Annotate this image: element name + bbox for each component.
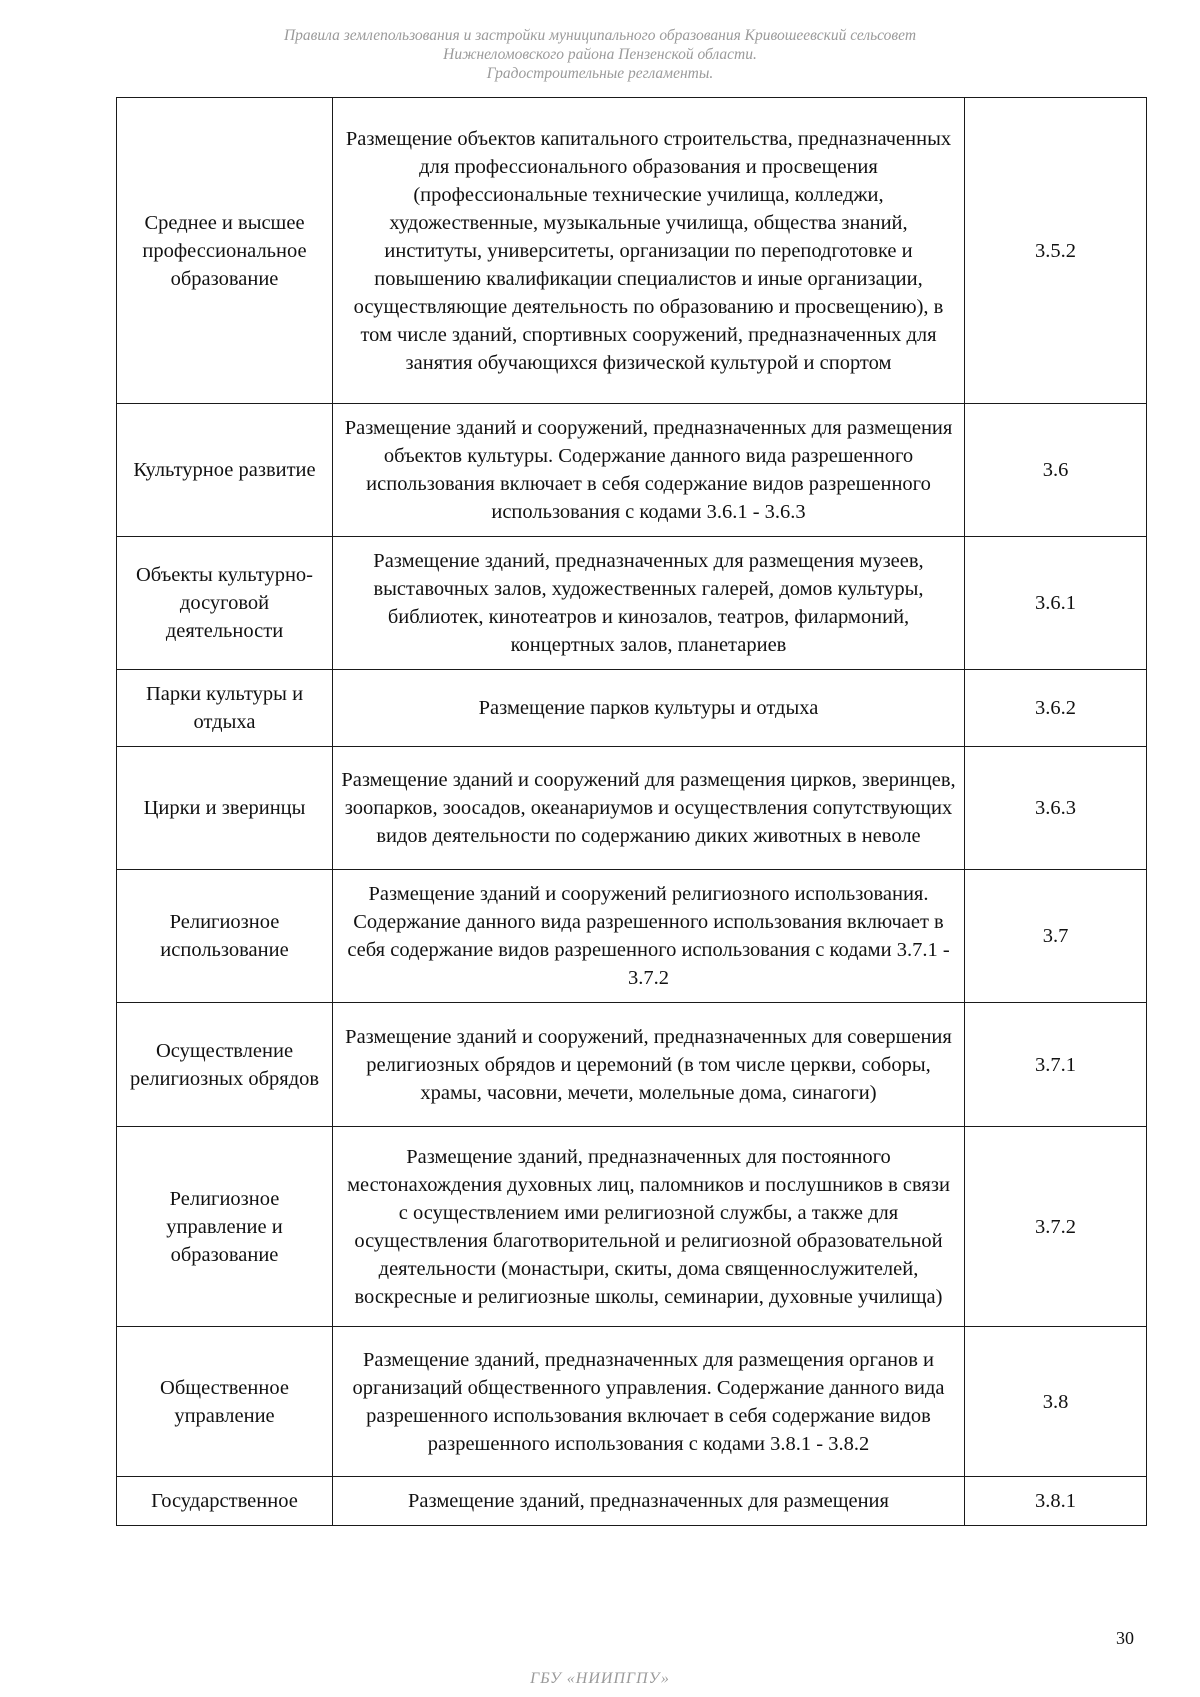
regulations-table (116, 97, 1147, 1526)
table-row (117, 404, 1147, 537)
use-type-description: Размещение зданий и сооружений для размещения цирков, зверинцев, зоопарков, зоосадов, океанариумов и осуществления сопутствующих видов деятельности по содержанию диких животных в неволе (333, 747, 965, 870)
use-type-description: Размещение зданий, предназначенных для размещения музеев, выставочных залов, художественных галерей, домов культуры, библиотек, кинотеатров и кинозалов, театров, филармоний, концертных залов, планетариев (333, 537, 965, 670)
use-type-name: Государственное (117, 1477, 333, 1526)
table-row (117, 537, 1147, 670)
header-line-3: Градостроительные регламенты. (486, 65, 714, 82)
use-type-name: Среднее и высшее профессиональное образование (117, 98, 333, 404)
use-type-code: 3.7 (965, 870, 1147, 1003)
use-type-code: 3.5.2 (965, 98, 1147, 404)
page-header (0, 26, 1200, 83)
header-line-1: Правила землепользования и застройки муниципального образования Кривошеевский сельсовет (283, 27, 917, 44)
table-row (117, 870, 1147, 1003)
use-type-code: 3.6.2 (965, 670, 1147, 747)
use-type-name: Религиозное использование (117, 870, 333, 1003)
use-type-name: Осуществление религиозных обрядов (117, 1003, 333, 1127)
table-row (117, 1127, 1147, 1327)
use-type-description: Размещение зданий, предназначенных для постоянного местонахождения духовных лиц, паломников и послушников в связи с осуществлением ими религиозной службы, а также для осуществления благотворительной и религиозной образовательной деятельности (монастыри, скиты, дома священнослужителей, воскресные и религиозные школы, семинарии, духовные училища) (333, 1127, 965, 1327)
table-row (117, 1477, 1147, 1526)
use-type-name: Общественное управление (117, 1327, 333, 1477)
table-row (117, 670, 1147, 747)
use-type-code: 3.6.1 (965, 537, 1147, 670)
page-footer: ГБУ «НИИПГПУ» (530, 1670, 670, 1687)
use-type-code: 3.7.1 (965, 1003, 1147, 1127)
use-type-name: Объекты культурно-досуговой деятельности (117, 537, 333, 670)
use-type-code: 3.6 (965, 404, 1147, 537)
use-type-description: Размещение зданий и сооружений религиозного использования. Содержание данного вида разрешенного использования включает в себя содержание видов разрешенного использования с кодами 3.7.1 - 3.7.2 (333, 870, 965, 1003)
use-type-code: 3.8.1 (965, 1477, 1147, 1526)
use-type-name: Культурное развитие (117, 404, 333, 537)
table-row (117, 1327, 1147, 1477)
table-row (117, 1003, 1147, 1127)
use-type-name: Цирки и зверинцы (117, 747, 333, 870)
use-type-name: Парки культуры и отдыха (117, 670, 333, 747)
page-number: 30 (1116, 1628, 1134, 1648)
use-type-description: Размещение парков культуры и отдыха (333, 670, 965, 747)
table-row (117, 747, 1147, 870)
use-type-code: 3.6.3 (965, 747, 1147, 870)
use-type-description: Размещение зданий, предназначенных для размещения органов и организаций общественного управления. Содержание данного вида разрешенного использования включает в себя содержание видов разрешенного использования с кодами 3.8.1 - 3.8.2 (333, 1327, 965, 1477)
use-type-code: 3.8 (965, 1327, 1147, 1477)
header-line-2: Нижнеломовского района Пензенской области. (443, 46, 757, 63)
use-type-description: Размещение зданий, предназначенных для размещения (333, 1477, 965, 1526)
use-type-description: Размещение зданий и сооружений, предназначенных для совершения религиозных обрядов и церемоний (в том числе церкви, соборы, храмы, часовни, мечети, молельные дома, синагоги) (333, 1003, 965, 1127)
use-type-name: Религиозное управление и образование (117, 1127, 333, 1327)
use-type-description: Размещение объектов капитального строительства, предназначенных для профессионального образования и просвещения (профессиональные технические училища, колледжи, художественные, музыкальные училища, общества знаний, институты, университеты, организации по переподготовке и повышению квалификации специалистов и иные организации, осуществляющие деятельность по образованию и просвещению), в том числе зданий, спортивных сооружений, предназначенных для занятия обучающихся физической культурой и спортом (333, 98, 965, 404)
use-type-description: Размещение зданий и сооружений, предназначенных для размещения объектов культуры. Содержание данного вида разрешенного использования включает в себя содержание видов разрешенного использования с кодами 3.6.1 - 3.6.3 (333, 404, 965, 537)
use-type-code: 3.7.2 (965, 1127, 1147, 1327)
table-row (117, 98, 1147, 404)
